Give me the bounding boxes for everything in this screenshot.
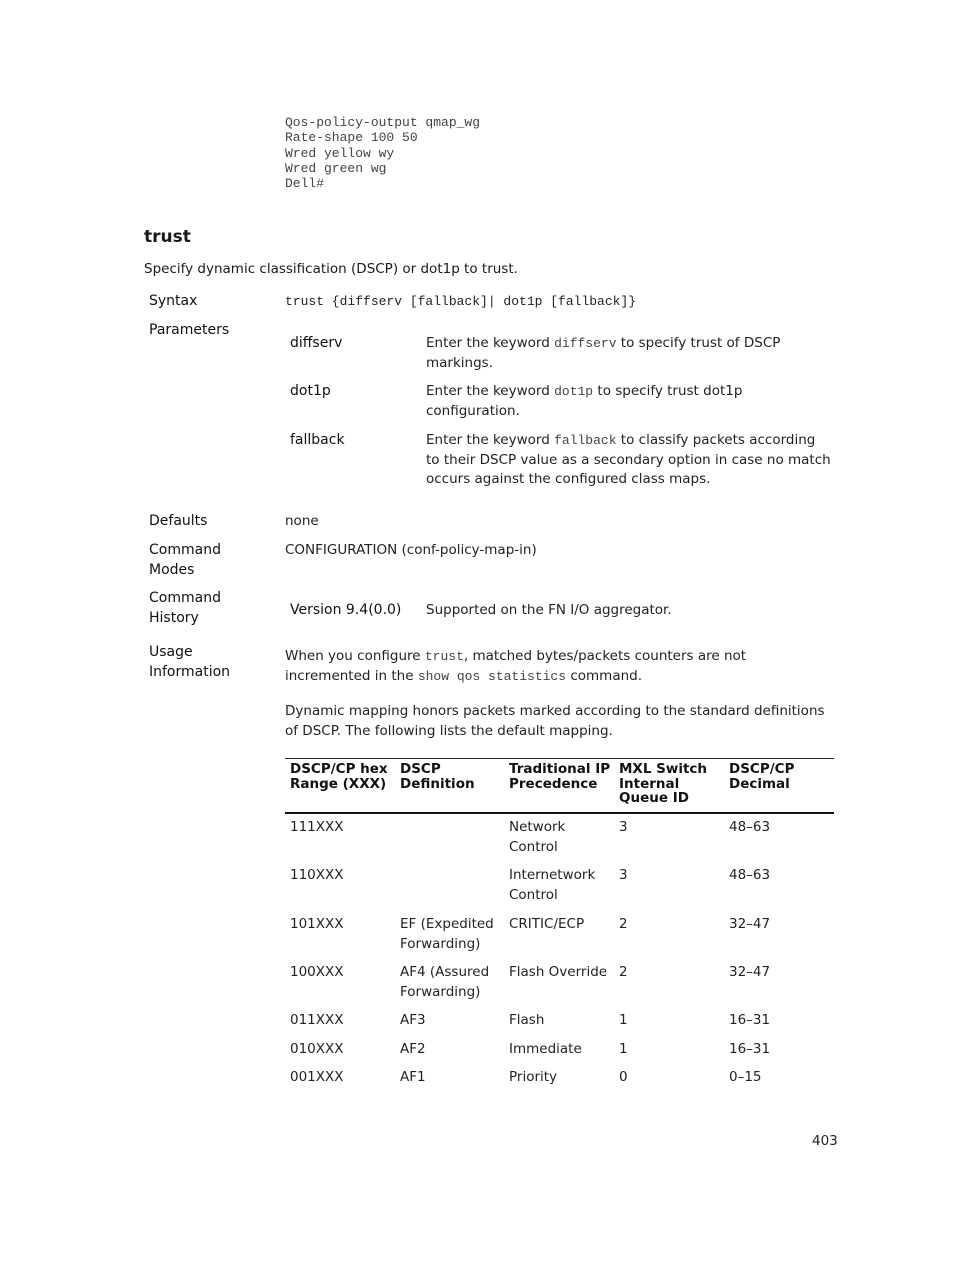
cell-line: Internetwork (509, 867, 596, 883)
cell-line: 48–63 (729, 819, 771, 835)
cell-line: Network (509, 819, 566, 835)
cell-line: 3 (619, 867, 628, 883)
table-cell (509, 1011, 544, 1031)
table-cell (400, 963, 489, 1002)
cell-line: Control (509, 838, 558, 855)
param-description (426, 431, 831, 490)
cell-line: 32–47 (729, 964, 771, 980)
table-cell (290, 1040, 344, 1060)
label-line: Information (149, 663, 231, 680)
table-cell (509, 818, 565, 857)
table-cell (290, 1068, 344, 1088)
table-cell (729, 963, 770, 983)
param-keyword: dot1p (554, 384, 594, 399)
table-cell (400, 1011, 426, 1031)
parameters-label: Parameters (149, 322, 230, 338)
param-name: diffserv (290, 335, 343, 351)
cell-line: 111XXX (290, 819, 344, 835)
param-desc-text: to classify packets according to their DSCP value as a secondary option in case no match occurs against the configured class maps. (426, 432, 831, 487)
code-line: Wred yellow wy (285, 145, 395, 161)
table-cell (290, 963, 344, 983)
label-line: Command (149, 542, 221, 558)
history-description: Supported on the FN I/O aggregator. (426, 602, 672, 618)
table-cell (619, 915, 628, 935)
history-version: Version 9.4(0.0) (290, 602, 402, 618)
param-keyword: fallback (554, 433, 617, 448)
code-line: Qos-policy-output qmap_wg (285, 115, 481, 130)
table-cell (509, 915, 584, 935)
cell-line: Flash Override (509, 964, 608, 980)
code-example (285, 115, 480, 191)
cell-line: 16–31 (729, 1012, 771, 1028)
table-header-rule (285, 812, 834, 814)
cell-line: Forwarding) (400, 983, 481, 1000)
param-desc-text: Enter the keyword (426, 383, 555, 399)
command-modes-value: CONFIGURATION (conf-policy-map-in) (285, 542, 537, 558)
cell-line: 1 (619, 1041, 628, 1057)
column-header (729, 762, 794, 791)
table-cell (729, 818, 770, 838)
usage-command: show qos statistics (417, 668, 567, 684)
header-line: Queue ID (619, 790, 689, 806)
param-desc-text: Enter the keyword (426, 432, 555, 448)
header-line: Decimal (729, 775, 790, 792)
table-cell (290, 866, 344, 886)
cell-line: 32–47 (729, 916, 771, 932)
cell-line: 101XXX (290, 916, 344, 932)
usage-label (149, 643, 230, 682)
column-header (290, 762, 388, 791)
usage-paragraph-1 (285, 647, 835, 686)
code-line: Dell# (285, 176, 325, 192)
table-cell (619, 818, 628, 838)
param-desc-text: to specify trust of DSCP markings. (426, 335, 781, 371)
syntax-label: Syntax (149, 293, 198, 309)
cell-line: Immediate (509, 1041, 582, 1057)
command-modes-label (149, 541, 221, 580)
cell-line: 010XXX (290, 1041, 344, 1057)
cell-line: 110XXX (290, 867, 344, 883)
table-cell (729, 1040, 770, 1060)
section-title: trust (144, 227, 191, 247)
header-line: Range (XXX) (290, 775, 387, 792)
cell-line: 3 (619, 819, 628, 835)
page-number: 403 (812, 1133, 838, 1149)
cell-line: 2 (619, 964, 628, 980)
cell-line: 0–15 (729, 1069, 762, 1085)
table-cell (509, 866, 595, 905)
defaults-label: Defaults (149, 513, 208, 529)
table-cell (729, 1068, 762, 1088)
param-description (426, 334, 831, 373)
header-line: DSCP (400, 761, 441, 777)
table-cell (619, 866, 628, 886)
header-line: Traditional IP (509, 761, 611, 777)
table-cell (509, 963, 607, 983)
syntax-value: trust {diffserv [fallback]| dot1p [fallback]} (285, 294, 637, 309)
cell-line: Control (509, 886, 558, 903)
table-cell (400, 1068, 426, 1088)
header-line: Definition (400, 775, 475, 792)
command-history-label (149, 589, 221, 628)
cell-line: AF4 (Assured (400, 964, 490, 980)
usage-text: When you configure (285, 648, 425, 664)
cell-line: AF2 (400, 1041, 426, 1057)
cell-line: Priority (509, 1069, 558, 1085)
label-line: Modes (149, 561, 195, 578)
table-cell (619, 1068, 628, 1088)
code-line: Wred green wg (285, 160, 387, 176)
code-line: Rate-shape 100 50 (285, 130, 418, 146)
cell-line: AF3 (400, 1012, 426, 1028)
table-cell (290, 1011, 344, 1031)
cell-line: 48–63 (729, 867, 771, 883)
table-cell (619, 1011, 628, 1031)
param-description (426, 382, 831, 421)
section-description: Specify dynamic classification (DSCP) or dot1p to trust. (144, 261, 518, 277)
table-cell (729, 1011, 770, 1031)
usage-text: command. (566, 667, 643, 684)
table-cell (729, 866, 770, 886)
table-cell (509, 1040, 582, 1060)
table-cell (619, 1040, 628, 1060)
table-cell (729, 915, 770, 935)
cell-line: 16–31 (729, 1041, 771, 1057)
cell-line: EF (Expedited (400, 916, 494, 932)
cell-line: Flash (509, 1012, 545, 1028)
param-name: dot1p (290, 383, 331, 399)
table-cell (290, 818, 344, 838)
label-line: Command (149, 590, 221, 606)
cell-line: CRITIC/ECP (509, 916, 585, 932)
column-header (400, 762, 475, 791)
header-line: DSCP/CP (729, 761, 795, 777)
cell-line: 001XXX (290, 1069, 344, 1085)
usage-text: , matched bytes/packets counters are not incremented in the (285, 648, 747, 684)
table-cell (400, 1040, 426, 1060)
table-cell (400, 915, 494, 954)
param-desc-text: to specify trust dot1p configuration. (426, 383, 743, 419)
table-top-rule (285, 758, 834, 759)
cell-line: Forwarding) (400, 935, 481, 952)
cell-line: 011XXX (290, 1012, 344, 1028)
label-line: Usage (149, 644, 193, 660)
column-header (619, 762, 707, 806)
label-line: History (149, 609, 199, 626)
param-keyword: diffserv (554, 336, 617, 351)
header-line: Internal (619, 775, 680, 792)
table-cell (290, 915, 344, 935)
cell-line: 2 (619, 916, 628, 932)
table-cell (509, 1068, 557, 1088)
cell-line: AF1 (400, 1069, 426, 1085)
table-cell (619, 963, 628, 983)
header-line: MXL Switch (619, 761, 708, 777)
param-name: fallback (290, 432, 345, 448)
defaults-value: none (285, 513, 319, 529)
usage-keyword: trust (424, 649, 464, 664)
usage-paragraph-2: Dynamic mapping honors packets marked according to the standard definitions of DSCP. The following lists the default mapping. (285, 703, 825, 739)
column-header (509, 762, 610, 791)
param-desc-text: Enter the keyword (426, 335, 555, 351)
header-line: DSCP/CP hex (290, 761, 388, 777)
header-line: Precedence (509, 775, 598, 792)
cell-line: 100XXX (290, 964, 344, 980)
cell-line: 0 (619, 1069, 628, 1085)
cell-line: 1 (619, 1012, 628, 1028)
